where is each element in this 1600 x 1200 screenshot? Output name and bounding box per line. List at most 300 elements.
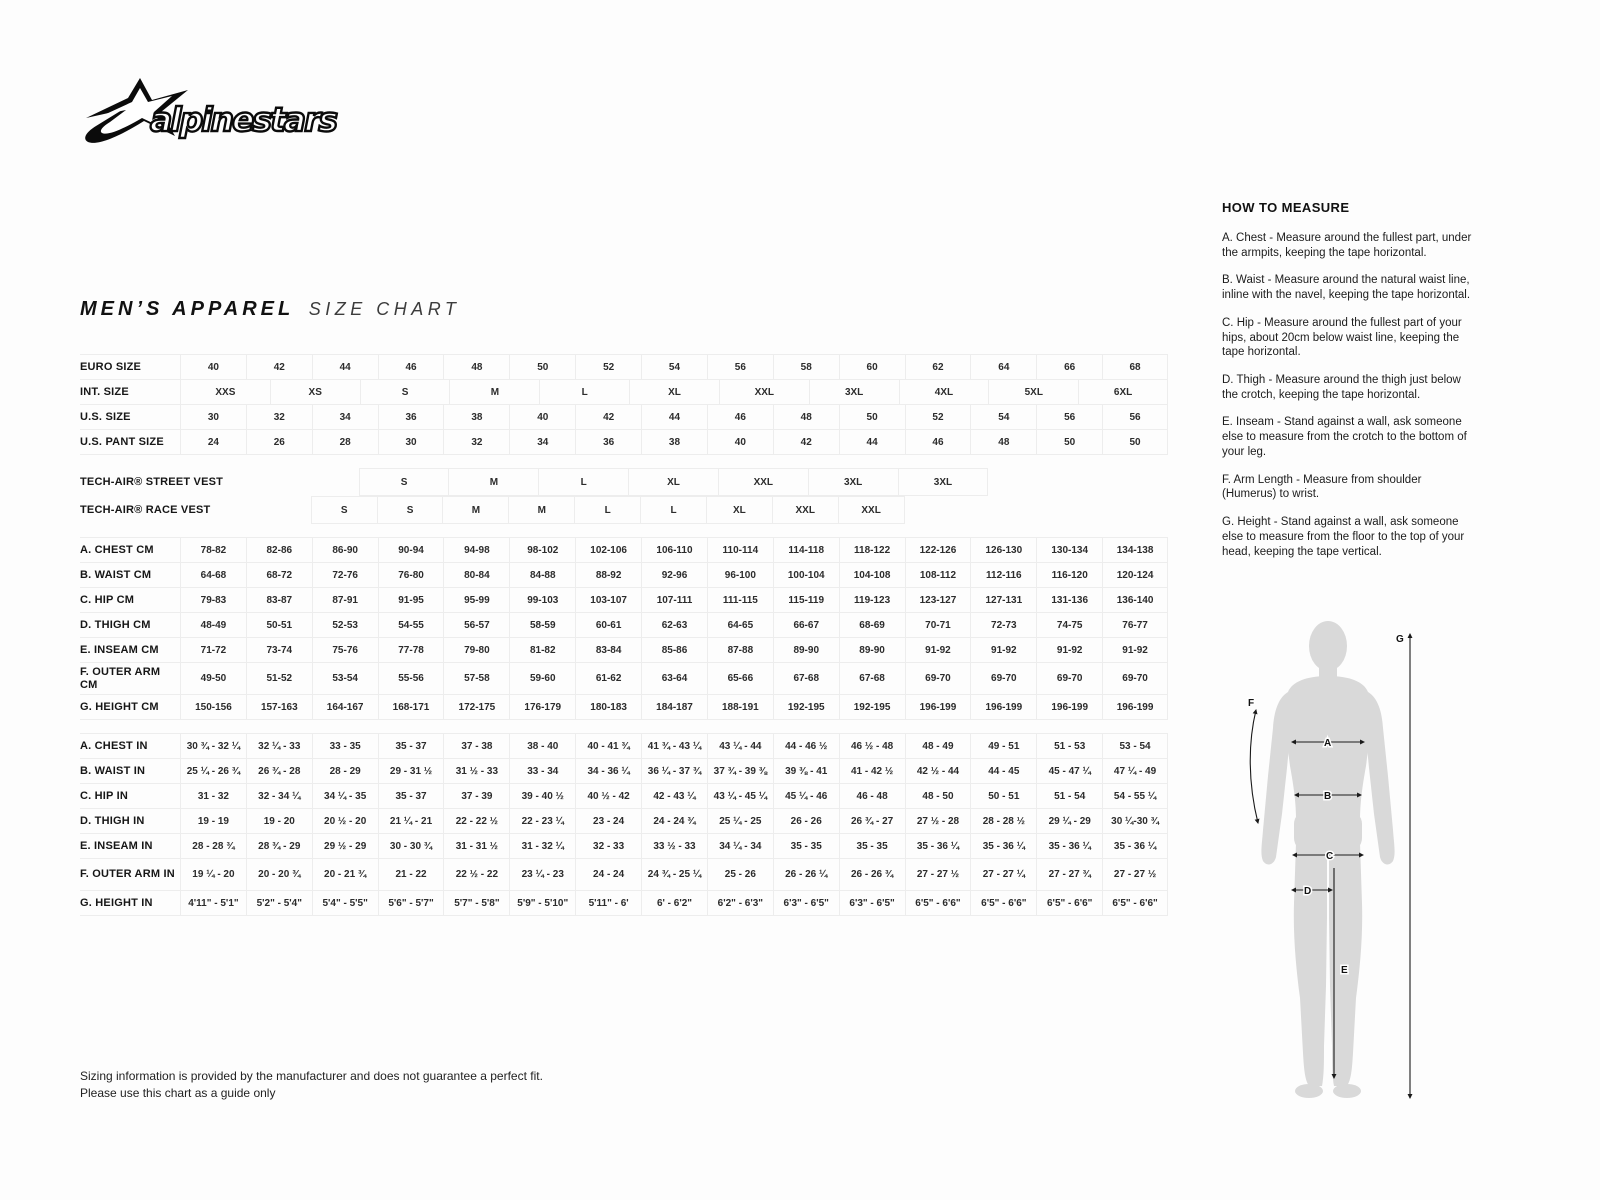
size-cell: 57-58 (443, 663, 509, 694)
size-cell: 6'3" - 6'5" (839, 891, 905, 915)
size-cell: 127-131 (970, 588, 1036, 612)
size-cell: 4XL (899, 380, 989, 404)
size-cell: 196-199 (970, 695, 1036, 719)
size-cell: 192-195 (839, 695, 905, 719)
row-label-tech-air-street-vest: TECH-AIR® STREET VEST (80, 475, 224, 488)
size-cell: 68-72 (246, 563, 312, 587)
alpinestars-logo-graphic (80, 74, 380, 154)
page-title-secondary: SIZE CHART (308, 299, 461, 319)
size-cell: 6'5" - 6'6" (1036, 891, 1102, 915)
size-cell: 76-80 (378, 563, 444, 587)
size-cell: 36 (378, 405, 444, 429)
alpinestars-logo (80, 74, 380, 154)
size-cell: 184-187 (641, 695, 707, 719)
size-cell: 44 (839, 430, 905, 454)
size-cell: 20 - 20 ¾ (246, 859, 312, 890)
size-cell: 112-116 (970, 563, 1036, 587)
size-cell: 34 (509, 430, 575, 454)
size-cell: 168-171 (378, 695, 444, 719)
size-cell: 42 (246, 355, 312, 379)
size-cell: 84-88 (509, 563, 575, 587)
size-cell: 43 ¼ - 45 ¼ (707, 784, 773, 808)
size-cell (1102, 496, 1168, 522)
row-label-int-size: INT. SIZE (80, 385, 129, 398)
size-cell: 40 (180, 355, 246, 379)
size-cell: 34 ¼ - 35 (312, 784, 378, 808)
size-cell: 31 - 31 ½ (443, 834, 509, 858)
row-cells (180, 734, 1168, 758)
row-cells (180, 468, 1168, 496)
size-cell: 104-108 (839, 563, 905, 587)
size-cell: 67-68 (839, 663, 905, 694)
size-cell: 69-70 (1036, 663, 1102, 694)
size-cell: 6' - 6'2" (641, 891, 707, 915)
size-cell: 28 - 29 (312, 759, 378, 783)
table-row-u-s-pant-size (80, 430, 1168, 455)
size-cell: 27 - 27 ½ (905, 859, 971, 890)
size-cell: 25 ¼ - 25 (707, 809, 773, 833)
disclaimer-line-1: Sizing information is provided by the manufacturer and does not guarantee a perfect fit. (80, 1069, 543, 1083)
size-cell: 176-179 (509, 695, 575, 719)
size-cell: 123-127 (905, 588, 971, 612)
size-cell: 196-199 (905, 695, 971, 719)
size-cell: 29 - 31 ½ (378, 759, 444, 783)
size-cell: 120-124 (1102, 563, 1168, 587)
size-cell: 111-115 (707, 588, 773, 612)
size-cell: 28 - 28 ¾ (180, 834, 246, 858)
size-cell: 91-92 (1036, 638, 1102, 662)
size-cell: 5'7" - 5'8" (443, 891, 509, 915)
size-cell: 43 ¼ - 44 (707, 734, 773, 758)
size-cell: S (377, 496, 444, 524)
size-cell: 87-91 (312, 588, 378, 612)
size-cell: 20 - 21 ¾ (312, 859, 378, 890)
size-cell: L (539, 380, 629, 404)
size-cell: 58-59 (509, 613, 575, 637)
size-cell: 34 (312, 405, 378, 429)
size-cell: 4'11" - 5'1" (180, 891, 246, 915)
row-cells (180, 809, 1168, 833)
size-cell: L (640, 496, 707, 524)
size-cell: S (359, 468, 450, 496)
size-cell: 6XL (1078, 380, 1168, 404)
size-cell: 62 (905, 355, 971, 379)
size-cell: 6'2" - 6'3" (707, 891, 773, 915)
size-cell: 54 (970, 405, 1036, 429)
measure-instruction-g: G. Height - Stand against a wall, ask someone else to measure from the floor to the top of your head, keeping the tape vertical. (1222, 516, 1465, 558)
page-title-primary: MEN’S APPAREL (80, 298, 295, 320)
row-cells (180, 663, 1168, 694)
size-cell: 103-107 (575, 588, 641, 612)
size-cell: 73-74 (246, 638, 312, 662)
size-cell: 53-54 (312, 663, 378, 694)
size-cell: 110-114 (707, 538, 773, 562)
size-cell: 53 - 54 (1102, 734, 1168, 758)
size-cell: 50 - 51 (970, 784, 1036, 808)
size-cell: 50 (839, 405, 905, 429)
size-cell: 40 (707, 430, 773, 454)
size-cell: 99-103 (509, 588, 575, 612)
size-cell: XL (629, 380, 719, 404)
size-cell: 32 - 33 (575, 834, 641, 858)
row-label-f-outer-arm-cm: F. OUTER ARM CM (80, 665, 161, 691)
size-cell: 50 (1036, 430, 1102, 454)
size-cell: 196-199 (1102, 695, 1168, 719)
row-cells (180, 430, 1168, 454)
row-cells (180, 759, 1168, 783)
size-cell: 82-86 (246, 538, 312, 562)
size-cell: 6'5" - 6'6" (905, 891, 971, 915)
size-cell: 5'4" - 5'5" (312, 891, 378, 915)
row-cells (180, 496, 1168, 524)
row-label-b-waist-in: B. WAIST IN (80, 764, 146, 777)
size-cell: 6'5" - 6'6" (1102, 891, 1168, 915)
row-label-g-height-in: G. HEIGHT IN (80, 896, 153, 909)
size-cell: 5'6" - 5'7" (378, 891, 444, 915)
size-cell: 39 ⅜ - 41 (773, 759, 839, 783)
row-cells (180, 563, 1168, 587)
size-cell: 122-126 (905, 538, 971, 562)
size-cell: 76-77 (1102, 613, 1168, 637)
size-cell: 52 (905, 405, 971, 429)
size-cell: 26 - 26 ¼ (773, 859, 839, 890)
row-label-u-s-pant-size: U.S. PANT SIZE (80, 435, 164, 448)
size-cell: 22 - 23 ¼ (509, 809, 575, 833)
size-cell: 72-73 (970, 613, 1036, 637)
size-cell: 164-167 (312, 695, 378, 719)
size-cell: 55-56 (378, 663, 444, 694)
size-cell: 85-86 (641, 638, 707, 662)
size-cell: 66-67 (773, 613, 839, 637)
size-cell: 119-123 (839, 588, 905, 612)
table-row-e-inseam-cm (80, 638, 1168, 663)
row-cells (180, 613, 1168, 637)
size-cell: 66 (1036, 355, 1102, 379)
row-label-c-hip-in: C. HIP IN (80, 789, 129, 802)
size-cell: 35 - 35 (839, 834, 905, 858)
size-cell: 192-195 (773, 695, 839, 719)
row-label-tech-air-race-vest: TECH-AIR® RACE VEST (80, 503, 211, 516)
size-cell: 25 ¼ - 26 ¾ (180, 759, 246, 783)
size-cell: 30 ¾ - 32 ¼ (180, 734, 246, 758)
size-cell: XXS (180, 380, 270, 404)
size-cell: 42 (773, 430, 839, 454)
size-cell: 100-104 (773, 563, 839, 587)
size-cell: 35 - 36 ¼ (1102, 834, 1168, 858)
size-cell: 36 (575, 430, 641, 454)
size-cell: 51 - 54 (1036, 784, 1102, 808)
size-cell (246, 496, 312, 522)
table-row-tech-air-race-vest (80, 496, 1168, 524)
table-row-c-hip-cm (80, 588, 1168, 613)
size-cell: 67-68 (773, 663, 839, 694)
size-cell: 23 ¼ - 23 (509, 859, 575, 890)
size-cell (180, 496, 246, 522)
size-cell: 54-55 (378, 613, 444, 637)
size-cell: 44 - 46 ½ (773, 734, 839, 758)
size-cell: 92-96 (641, 563, 707, 587)
size-cell: 157-163 (246, 695, 312, 719)
size-cell: M (449, 380, 539, 404)
size-cell: XS (270, 380, 360, 404)
size-cell: 37 - 38 (443, 734, 509, 758)
size-cell: 44 - 45 (970, 759, 1036, 783)
size-cell: 71-72 (180, 638, 246, 662)
size-cell: 48-49 (180, 613, 246, 637)
size-cell: M (508, 496, 575, 524)
size-cell: 94-98 (443, 538, 509, 562)
size-cell: 172-175 (443, 695, 509, 719)
table-row-d-thigh-in (80, 809, 1168, 834)
size-cell: 63-64 (641, 663, 707, 694)
size-cell (988, 468, 1078, 494)
row-label-d-thigh-cm: D. THIGH CM (80, 618, 151, 631)
size-cell (970, 496, 1036, 522)
row-cells (180, 784, 1168, 808)
how-to-measure-list (1222, 231, 1472, 559)
size-cell: 38 (443, 405, 509, 429)
size-cell: 45 ¼ - 46 (773, 784, 839, 808)
figure-label-arm: F (1248, 698, 1255, 709)
size-cell: 20 ½ - 20 (312, 809, 378, 833)
size-cell: 90-94 (378, 538, 444, 562)
size-cell: 34 - 36 ¼ (575, 759, 641, 783)
size-cell: 29 ½ - 29 (312, 834, 378, 858)
row-label-a-chest-cm: A. CHEST CM (80, 543, 154, 556)
size-cell: 34 ¼ - 34 (707, 834, 773, 858)
size-cell: 45 - 47 ¼ (1036, 759, 1102, 783)
row-cells (180, 638, 1168, 662)
size-cell: 50 (509, 355, 575, 379)
size-cell: 19 - 19 (180, 809, 246, 833)
size-cell: 115-119 (773, 588, 839, 612)
size-cell: 54 - 55 ¼ (1102, 784, 1168, 808)
size-cell: 91-95 (378, 588, 444, 612)
size-cell: 78-82 (180, 538, 246, 562)
size-cell: XXL (719, 380, 809, 404)
size-cell: M (442, 496, 509, 524)
size-cell: 51 - 53 (1036, 734, 1102, 758)
size-cell: 48 (773, 405, 839, 429)
row-label-u-s-size: U.S. SIZE (80, 410, 131, 423)
size-cell: 26 - 26 (773, 809, 839, 833)
figure-label-inseam: E (1341, 965, 1348, 976)
table-row-b-waist-in (80, 759, 1168, 784)
size-cell: 21 - 22 (378, 859, 444, 890)
size-cell: 5'11" - 6' (575, 891, 641, 915)
measure-instruction-b: B. Waist - Measure around the natural waist line, inline with the navel, keeping the tape horizontal. (1222, 274, 1471, 302)
row-cells (180, 380, 1168, 404)
row-cells (180, 891, 1168, 915)
size-cell: 31 - 32 ¼ (509, 834, 575, 858)
size-cell: 64 (970, 355, 1036, 379)
size-cell: 106-110 (641, 538, 707, 562)
size-cell: 89-90 (773, 638, 839, 662)
size-cell: 50-51 (246, 613, 312, 637)
row-cells (180, 834, 1168, 858)
size-cell: S (360, 380, 450, 404)
size-cell: 22 ½ - 22 (443, 859, 509, 890)
size-cell: 36 ¼ - 37 ¾ (641, 759, 707, 783)
size-cell: 98-102 (509, 538, 575, 562)
size-cell: XXL (772, 496, 839, 524)
size-cell (1078, 468, 1168, 494)
size-cell: 46 (707, 405, 773, 429)
size-cell: 30 - 30 ¾ (378, 834, 444, 858)
size-cell: 42 ½ - 44 (905, 759, 971, 783)
row-label-d-thigh-in: D. THIGH IN (80, 814, 145, 827)
size-cell: 88-92 (575, 563, 641, 587)
size-cell: 65-66 (707, 663, 773, 694)
size-cell: 48 (970, 430, 1036, 454)
size-cell: 24 - 24 ¾ (641, 809, 707, 833)
size-cell: 41 ¾ - 43 ¼ (641, 734, 707, 758)
size-cell: L (574, 496, 641, 524)
figure-label-thigh: D (1304, 886, 1312, 897)
size-cell: 79-83 (180, 588, 246, 612)
figure-label-chest: A (1324, 738, 1332, 749)
table-spacer (80, 524, 1168, 537)
size-cell: 95-99 (443, 588, 509, 612)
size-cell: 188-191 (707, 695, 773, 719)
size-cell: 196-199 (1036, 695, 1102, 719)
size-cell: 24 (180, 430, 246, 454)
size-cell: XXL (838, 496, 905, 524)
row-cells (180, 588, 1168, 612)
row-cells (180, 859, 1168, 890)
size-cell: 33 - 34 (509, 759, 575, 783)
size-cell: 32 (443, 430, 509, 454)
size-cell: 69-70 (1102, 663, 1168, 694)
size-cell: 6'5" - 6'6" (970, 891, 1036, 915)
size-cell: 38 - 40 (509, 734, 575, 758)
size-cell: 35 - 37 (378, 784, 444, 808)
size-cell: 49-50 (180, 663, 246, 694)
size-cell: XL (706, 496, 773, 524)
row-label-f-outer-arm-in: F. OUTER ARM IN (80, 868, 175, 881)
size-cell: 108-112 (905, 563, 971, 587)
size-cell: 26 (246, 430, 312, 454)
size-cell: 21 ¼ - 21 (378, 809, 444, 833)
size-cell: 91-92 (970, 638, 1036, 662)
size-cell (180, 468, 270, 494)
size-cell: 91-92 (1102, 638, 1168, 662)
size-cell: 56-57 (443, 613, 509, 637)
size-cell: 46 ½ - 48 (839, 734, 905, 758)
how-to-measure-title: HOW TO MEASURE (1222, 200, 1350, 215)
row-label-c-hip-cm: C. HIP CM (80, 593, 135, 606)
disclaimer-line-2: Please use this chart as a guide only (80, 1085, 276, 1100)
table-row-b-waist-cm (80, 563, 1168, 588)
size-cell: 52 (575, 355, 641, 379)
size-cell: 35 - 37 (378, 734, 444, 758)
size-cell: S (311, 496, 378, 524)
size-cell: 27 ½ - 28 (905, 809, 971, 833)
size-cell: 50 (1102, 430, 1168, 454)
row-cells (180, 538, 1168, 562)
size-cell: 81-82 (509, 638, 575, 662)
size-cell: 58 (773, 355, 839, 379)
size-cell: 31 ½ - 33 (443, 759, 509, 783)
row-label-e-inseam-in: E. INSEAM IN (80, 839, 153, 852)
size-cell: 37 ¾ - 39 ⅜ (707, 759, 773, 783)
size-cell: 32 ¼ - 33 (246, 734, 312, 758)
table-row-int-size (80, 380, 1168, 405)
size-cell: 136-140 (1102, 588, 1168, 612)
size-cell: 69-70 (970, 663, 1036, 694)
size-cell: 32 - 34 ¼ (246, 784, 312, 808)
disclaimer (80, 1068, 543, 1102)
measure-instruction-d: D. Thigh - Measure around the thigh just below the crotch, keeping the tape horizontal. (1222, 374, 1461, 401)
size-cell: 32 (246, 405, 312, 429)
size-cell: XXL (718, 468, 809, 496)
size-cell: 30 (180, 405, 246, 429)
size-cell: 26 ¾ - 27 (839, 809, 905, 833)
size-cell: 114-118 (773, 538, 839, 562)
size-cell (905, 496, 971, 522)
size-cell: 116-120 (1036, 563, 1102, 587)
size-cell: 47 ¼ - 49 (1102, 759, 1168, 783)
table-row-e-inseam-in (80, 834, 1168, 859)
measure-instruction-c: C. Hip - Measure around the fullest part of your hips, about 20cm below waist line, keeping the tape horizontal. (1222, 316, 1462, 359)
size-cell: 30 (378, 430, 444, 454)
size-cell: 5'2" - 5'4" (246, 891, 312, 915)
size-cell: 51-52 (246, 663, 312, 694)
row-label-a-chest-in: A. CHEST IN (80, 739, 148, 752)
size-cell: 48 - 50 (905, 784, 971, 808)
row-cells (180, 355, 1168, 379)
size-cell: 72-76 (312, 563, 378, 587)
size-cell: 69-70 (905, 663, 971, 694)
size-cell: 40 (509, 405, 575, 429)
size-cell: 27 - 27 ½ (1102, 859, 1168, 890)
size-cell: 61-62 (575, 663, 641, 694)
table-spacer (80, 720, 1168, 733)
size-cell: 48 (443, 355, 509, 379)
figure-label-hip: C (1326, 851, 1334, 862)
size-cell: 27 - 27 ¾ (1036, 859, 1102, 890)
size-cell: 42 - 43 ¼ (641, 784, 707, 808)
size-cell: 41 - 42 ½ (839, 759, 905, 783)
body-silhouette-diagram (1240, 618, 1430, 1108)
size-cell: 96-100 (707, 563, 773, 587)
size-cell: 35 - 36 ¼ (1036, 834, 1102, 858)
size-cell: 5'9" - 5'10" (509, 891, 575, 915)
size-cell: 118-122 (839, 538, 905, 562)
size-cell: 33 - 35 (312, 734, 378, 758)
how-to-measure-section (1222, 200, 1472, 572)
size-cell: 26 - 26 ¾ (839, 859, 905, 890)
size-cell (1036, 496, 1102, 522)
size-cell: 6'3" - 6'5" (773, 891, 839, 915)
table-row-d-thigh-cm (80, 613, 1168, 638)
row-label-euro-size: EURO SIZE (80, 360, 142, 373)
size-cell: 40 ½ - 42 (575, 784, 641, 808)
size-cell: 83-87 (246, 588, 312, 612)
size-cell: 91-92 (905, 638, 971, 662)
table-row-g-height-in (80, 891, 1168, 916)
size-cell: 22 - 22 ½ (443, 809, 509, 833)
size-cell: 46 (905, 430, 971, 454)
row-label-e-inseam-cm: E. INSEAM CM (80, 643, 159, 656)
size-cell: 80-84 (443, 563, 509, 587)
size-cell: 19 ¼ - 20 (180, 859, 246, 890)
size-cell: 42 (575, 405, 641, 429)
size-cell: 3XL (809, 380, 899, 404)
table-row-euro-size (80, 354, 1168, 380)
size-cell: 46 - 48 (839, 784, 905, 808)
size-cell: 74-75 (1036, 613, 1102, 637)
